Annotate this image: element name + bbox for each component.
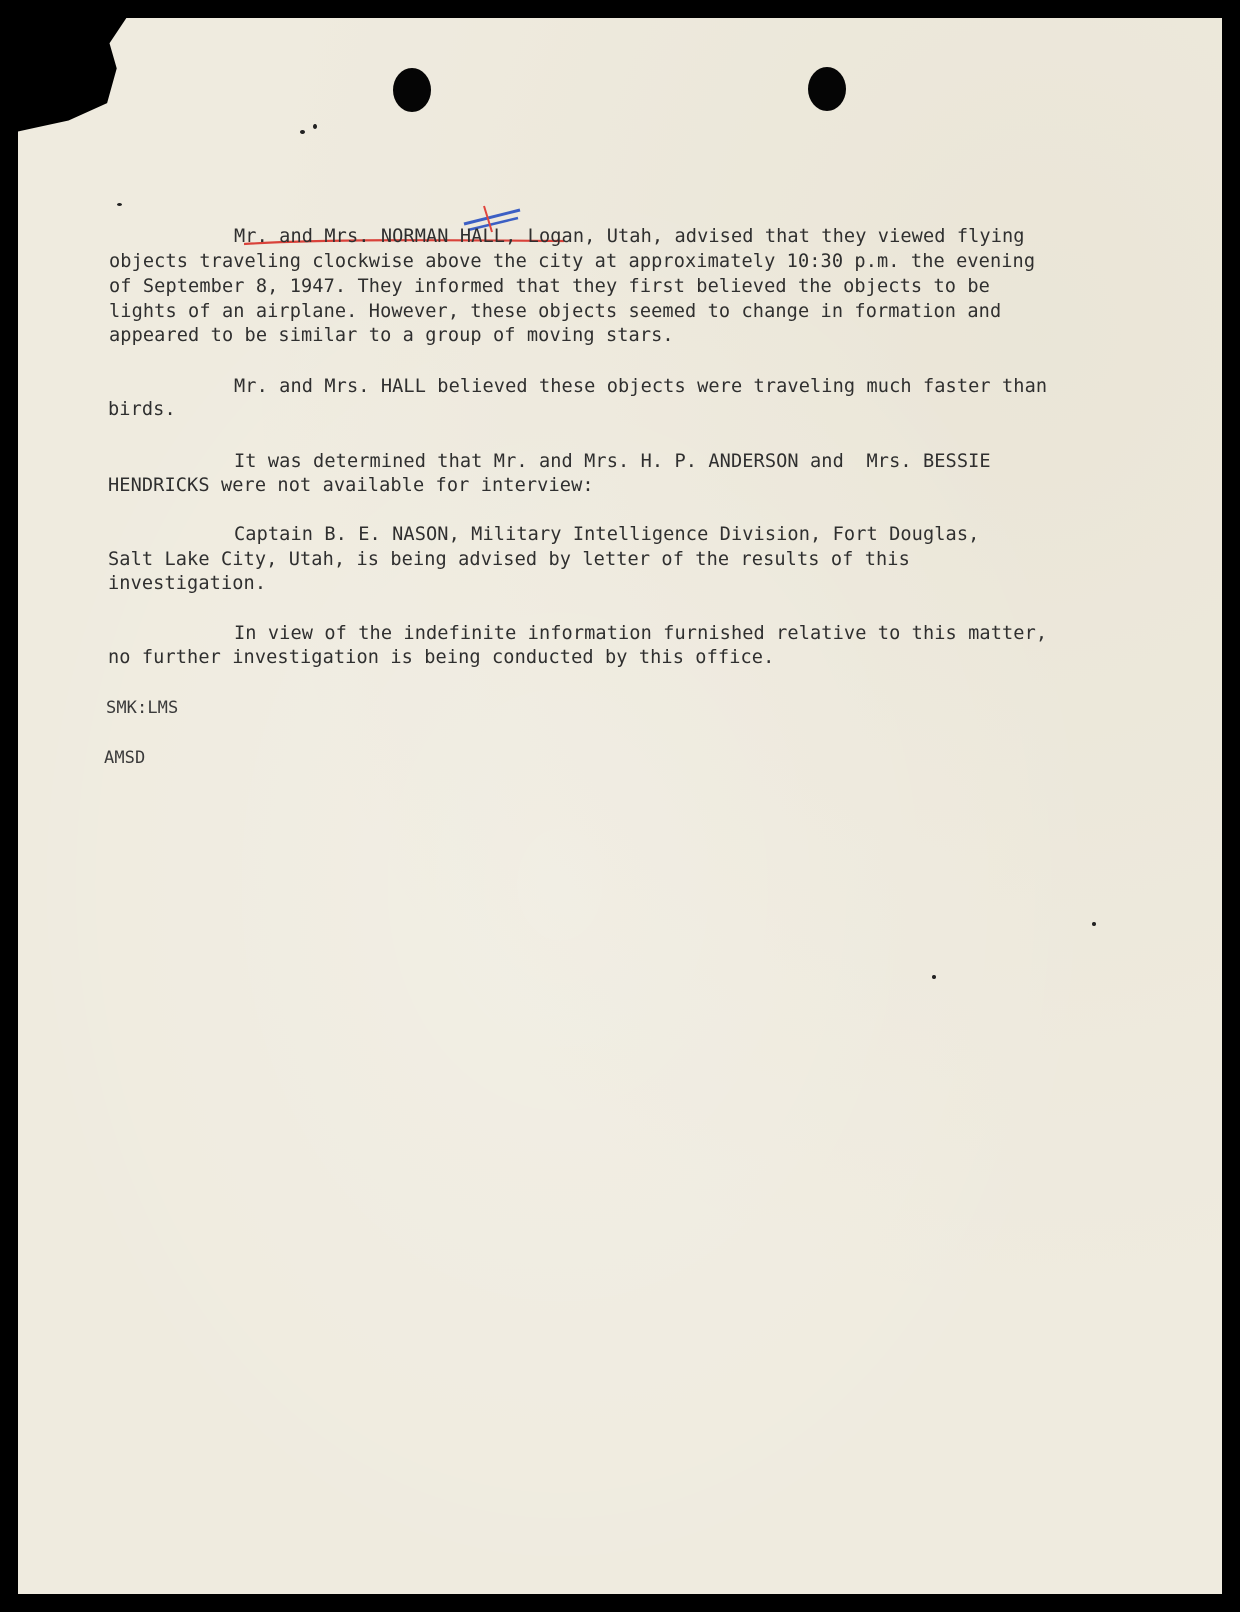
- reference-initials: SMK:LMS: [106, 698, 179, 718]
- paragraph-5-line-2: no further investigation is being conducted by this office.: [108, 647, 775, 668]
- paragraph-2-line-2: birds.: [108, 399, 176, 420]
- paragraph-1-line-5: appeared to be similar to a group of moving stars.: [109, 325, 674, 346]
- paragraph-3-line-1: It was determined that Mr. and Mrs. H. P. ANDERSON and Mrs. BESSIE: [234, 451, 991, 472]
- paragraph-1-line-1: Mr. and Mrs. NORMAN HALL, Logan, Utah, advised that they viewed flying: [234, 226, 1025, 247]
- reference-office-code: AMSD: [104, 748, 146, 768]
- paragraph-2-line-1: Mr. and Mrs. HALL believed these objects were traveling much faster than: [234, 376, 1048, 397]
- paragraph-5-line-1: In view of the indefinite information furnished relative to this matter,: [234, 623, 1048, 644]
- paragraph-1-line-2: objects traveling clockwise above the city at approximately 10:30 p.m. the evening: [109, 251, 1036, 272]
- paragraph-3-line-2: HENDRICKS were not available for interview:: [108, 475, 594, 496]
- paragraph-1-line-4: lights of an airplane. However, these objects seemed to change in formation and: [109, 301, 1002, 322]
- paragraph-1-line-3: of September 8, 1947. They informed that they first believed the objects to be: [109, 276, 990, 297]
- paragraph-4-line-1: Captain B. E. NASON, Military Intelligence Division, Fort Douglas,: [234, 524, 980, 545]
- paragraph-4-line-2: Salt Lake City, Utah, is being advised by letter of the results of this: [108, 549, 910, 570]
- paragraph-4-line-3: investigation.: [108, 573, 267, 594]
